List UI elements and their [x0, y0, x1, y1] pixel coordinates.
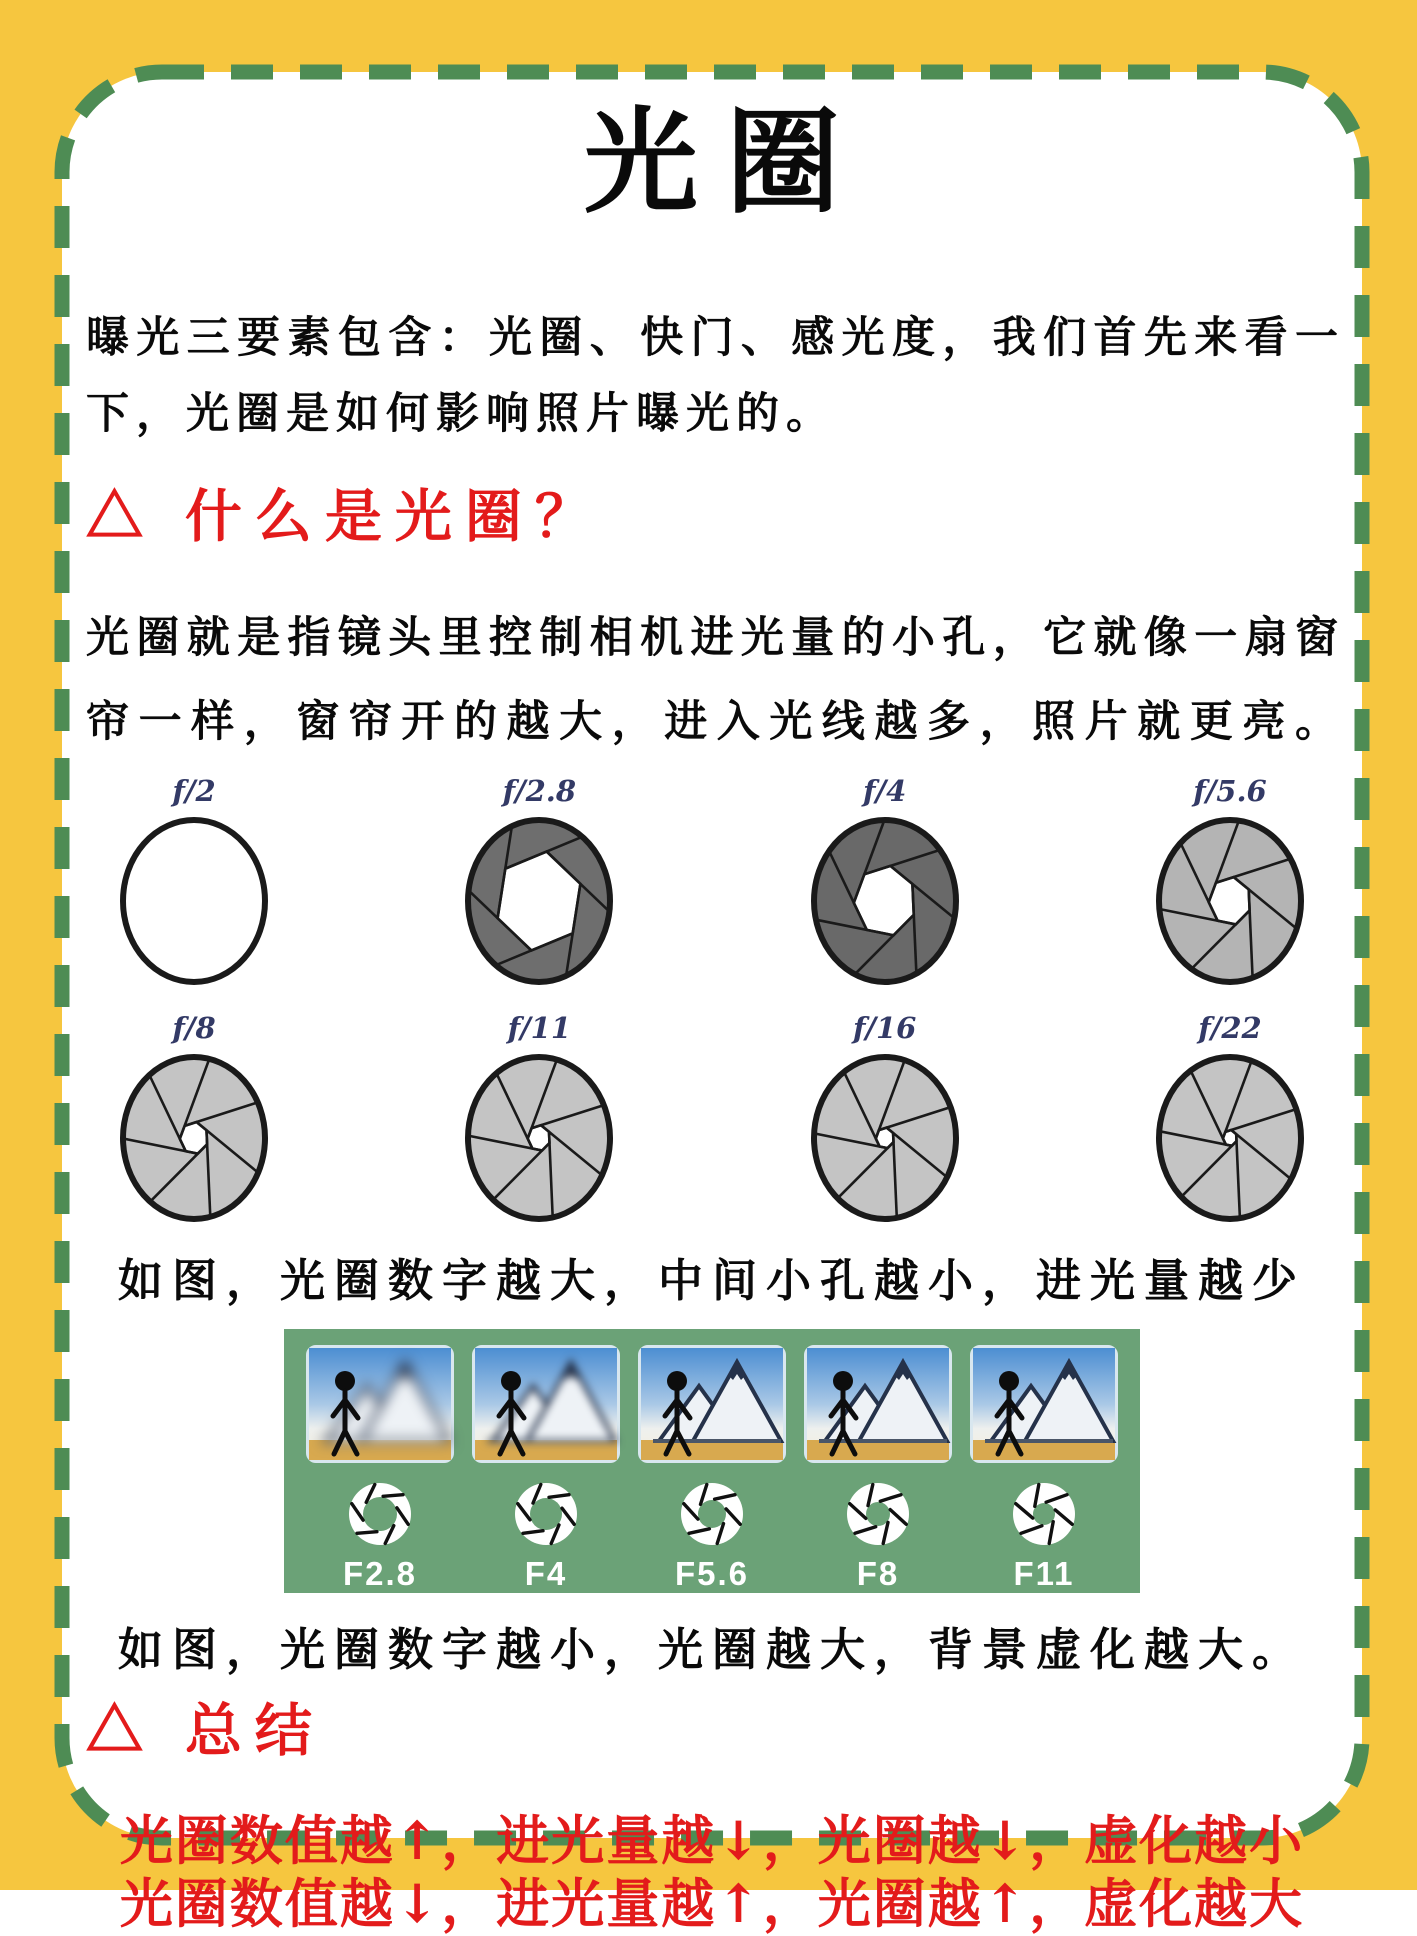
aperture-fstop-label: f/5.6	[1193, 774, 1267, 809]
scene-thumbnail-image	[475, 1348, 617, 1460]
dof-sample-cell	[638, 1345, 786, 1593]
dof-thumbnail	[306, 1345, 454, 1463]
aperture-fstop-label: f/11	[507, 1011, 572, 1046]
aperture-fstop-label: f/22	[1198, 1011, 1262, 1046]
aperture-figure	[461, 1011, 617, 1226]
aperture-fstop-label: f/2	[172, 774, 216, 809]
page-title: 光圈	[583, 100, 868, 227]
iris-icon-wrap	[343, 1477, 417, 1551]
aperture-blades-icon	[675, 1477, 749, 1551]
caption-aperture-size: 如图，光圈数字越大，中间小孔越小，进光量越少	[117, 1255, 1306, 1307]
aperture-figure	[807, 1011, 963, 1226]
summary-block	[86, 1810, 1338, 1936]
iris-icon-wrap	[509, 1477, 583, 1551]
aperture-iris-diagram	[461, 1050, 617, 1226]
depth-of-field-strip	[284, 1329, 1140, 1593]
dof-thumbnail	[970, 1345, 1118, 1463]
dof-thumbnail	[638, 1345, 786, 1463]
intro-line-2: 下，光圈是如何影响照片曝光的。	[86, 390, 836, 439]
scene-thumbnail-image	[641, 1348, 783, 1460]
dof-sample-cell	[306, 1345, 454, 1593]
dof-sample-cell	[804, 1345, 952, 1593]
aperture-iris-diagram	[461, 813, 617, 989]
what-is-line-2: 帘一样，窗帘开的越大，进入光线越多，照片就更亮。	[86, 698, 1338, 747]
aperture-blades-icon	[509, 1477, 583, 1551]
aperture-blades-icon	[841, 1477, 915, 1551]
aperture-blades-icon	[1007, 1477, 1081, 1551]
intro-line-1: 曝光三要素包含：光圈、快门、感光度，我们首先来看一	[86, 314, 1338, 363]
aperture-diagram-row-2	[86, 1011, 1338, 1226]
aperture-iris-diagram	[807, 1050, 963, 1226]
aperture-diagram-row-1	[86, 774, 1338, 989]
aperture-iris-diagram	[116, 1050, 272, 1226]
dof-fstop-label: F4	[524, 1555, 568, 1593]
caption-bokeh: 如图，光圈数字越小，光圈越大，背景虚化越大。	[117, 1624, 1306, 1676]
scene-thumbnail-image	[973, 1348, 1115, 1460]
section-heading-summary: △ 总结	[86, 1699, 325, 1764]
aperture-iris-diagram	[1152, 1050, 1308, 1226]
what-is-line-1: 光圈就是指镜头里控制相机进光量的小孔，它就像一扇窗	[86, 614, 1338, 663]
aperture-fstop-label: f/2.8	[502, 774, 577, 809]
aperture-figure	[461, 774, 617, 989]
aperture-figure	[807, 774, 963, 989]
card-content	[62, 72, 1362, 1936]
aperture-fstop-label: f/16	[852, 1011, 917, 1046]
dof-fstop-label: F5.6	[674, 1555, 750, 1593]
scene-thumbnail-image	[309, 1348, 451, 1460]
summary-line-1: 光圈数值越↑，进光量越↓，光圈越↓，虚化越小	[119, 1810, 1305, 1873]
dof-thumbnail	[804, 1345, 952, 1463]
aperture-iris-diagram	[807, 813, 963, 989]
iris-icon-wrap	[1007, 1477, 1081, 1551]
aperture-figure	[116, 1011, 272, 1226]
aperture-fstop-label: f/8	[172, 1011, 216, 1046]
section-heading-what-is-aperture: △ 什么是光圈？	[86, 485, 605, 550]
summary-line-2: 光圈数值越↓，进光量越↑，光圈越↑，虚化越大	[119, 1873, 1305, 1936]
dof-fstop-label: F8	[856, 1555, 900, 1593]
dof-sample-cell	[472, 1345, 620, 1593]
dof-fstop-label: F11	[1013, 1555, 1075, 1593]
aperture-figure	[116, 774, 272, 989]
aperture-fstop-label: f/4	[863, 774, 907, 809]
iris-icon-wrap	[841, 1477, 915, 1551]
dof-sample-cell	[970, 1345, 1118, 1593]
dof-thumbnail	[472, 1345, 620, 1463]
dof-fstop-label: F2.8	[342, 1555, 418, 1593]
what-is-paragraph	[86, 596, 1338, 764]
aperture-blades-icon	[343, 1477, 417, 1551]
aperture-figure	[1152, 774, 1308, 989]
aperture-figure	[1152, 1011, 1308, 1226]
aperture-iris-diagram	[116, 813, 272, 989]
intro-paragraph	[86, 300, 1338, 452]
aperture-iris-diagram	[1152, 813, 1308, 989]
scene-thumbnail-image	[807, 1348, 949, 1460]
iris-icon-wrap	[675, 1477, 749, 1551]
